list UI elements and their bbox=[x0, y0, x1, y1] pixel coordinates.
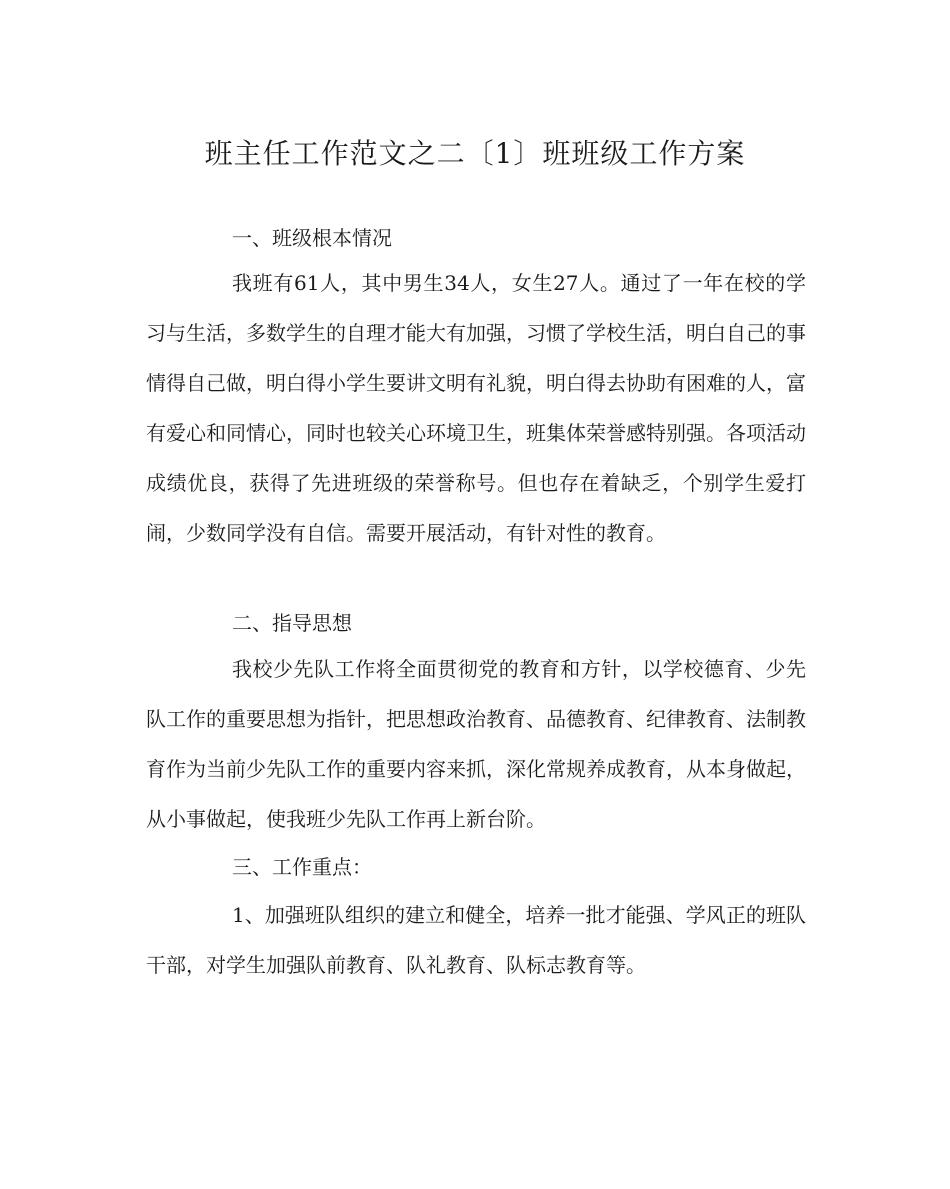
section-paragraph-guiding-ideology: 我校少先队工作将全面贯彻党的教育和方针，以学校德育、少先队工作的重要思想为指针，把思想政治教育、品德教育、纪律教育、法制教育作为当前少先队工作的重要内容来抓，深化常规养成教育，从本身做起，从小事做起，使我班少先队工作再上新台阶。 bbox=[146, 657, 806, 831]
section-heading-guiding-ideology: 二、指导思想 bbox=[232, 611, 352, 635]
section-heading-work-focus: 三、工作重点： bbox=[232, 855, 372, 879]
section-heading-basic-situation: 一、班级根本情况 bbox=[232, 226, 392, 250]
section-paragraph-work-focus: 1、加强班队组织的建立和健全，培养一批才能强、学风正的班队干部，对学生加强队前教育、队礼教育、队标志教育等。 bbox=[146, 903, 806, 977]
document-title: 班主任工作范文之二〔1〕班班级工作方案 bbox=[204, 137, 746, 170]
section-paragraph-basic-situation: 我班有61人，其中男生34人，女生27人。通过了一年在校的学习与生活，多数学生的自理才能大有加强，习惯了学校生活，明白自己的事情得自己做，明白得小学生要讲文明有礼貌，明白得去协助有困难的人，富有爱心和同情心，同时也较关心环境卫生，班集体荣誉感特别强。各项活动成绩优良，获得了先进班级的荣誉称号。但也存在着缺乏，个别学生爱打闹，少数同学没有自信。需要开展活动，有针对性的教育。 bbox=[146, 271, 806, 545]
